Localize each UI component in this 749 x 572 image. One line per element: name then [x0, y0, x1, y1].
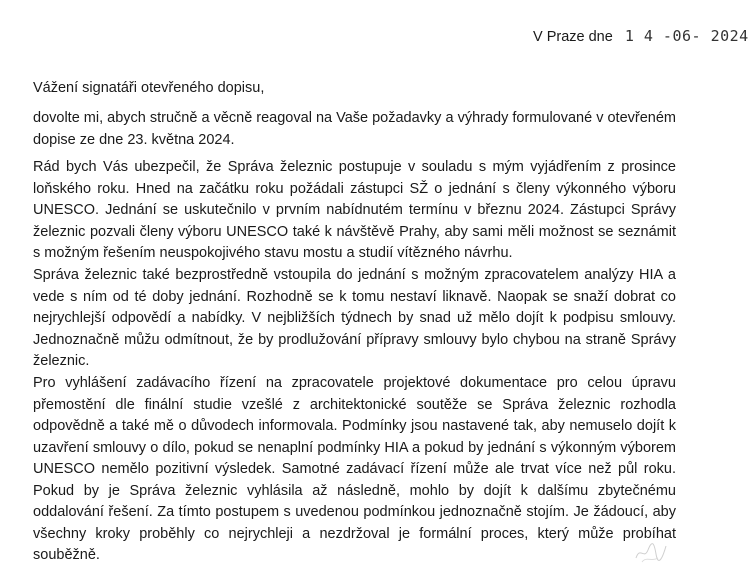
dateline: [533, 27, 749, 45]
paragraph-hia-analysis: Správa železnic také bezprostředně vstoupila do jednání s možným zpracovatelem analýzy HIA a vede s ním od té doby jednání. Rozhodně se k tomu nestaví liknavě. Naopak se snaží dobrat co nejrychlejší odpovědí a nabídky. V nejbližších týdnech by snad už mělo dojít k podpisu smlouvy. Jednoznačně můžu odmítnout, že by prodlužování přípravy smlouvy bylo chybou na straně Správy železnic.: [33, 267, 676, 369]
faint-signature-mark: [632, 536, 672, 564]
paragraph-intro: dovolte mi, abych stručně a věcně reagoval na Vaše požadavky a výhrady formulované v otevřeném dopise ze dne 23. května 2024.: [33, 110, 676, 148]
place-date-label: V Praze dne: [533, 29, 613, 45]
paragraph-tender-procedure: Pro vyhlášení zadávacího řízení na zpracovatele projektové dokumentace pro celou úpravu přemostění dle finální studie vzešlé z architektonické soutěže se Správa železnic rozhodla odpovědně a také mě o důvodech informovala. Podmínky jsou nastavené tak, aby nemuselo dojít k uzavření smlouvy o dílo, pokud se nenaplní podmínky HIA a pokud by jednání s výkonným výborem UNESCO nemělo pozitivní výsledek. Samotné zadávací řízení může ale trvat více než půl roku. Pokud by je Správa železnic vyhlásila až následně, mohlo by dojít k dalšímu zbytečnému oddalování řešení. Za tímto postupem s uvedenou podmínkou jednoznačně stojím. Je žádoucí, aby všechny kroky proběhly co nejrychleji a nezdržoval je formální proces, který může probíhat souběžně.: [33, 375, 676, 563]
date-stamp: 1 4 -06- 2024: [624, 27, 749, 45]
paragraph-unesco-meeting: Rád bych Vás ubezpečil, že Správa železnic postupuje v souladu s mým vyjádřením z prosince loňského roku. Hned na začátku roku požádali zástupci SŽ o jednání s členy výkonného výboru UNESCO. Jednání se uskutečnilo v prvním nabídnutém termínu v březnu 2024. Zástupci Správy železnic pozvali členy výboru UNESCO také k návštěvě Prahy, aby sami měli možnost se seznámit s možným řešením neuspokojivého stavu mostu a studií vítězného návrhu.: [33, 159, 676, 261]
salutation: Vážení signatáři otevřeného dopisu,: [33, 80, 265, 96]
